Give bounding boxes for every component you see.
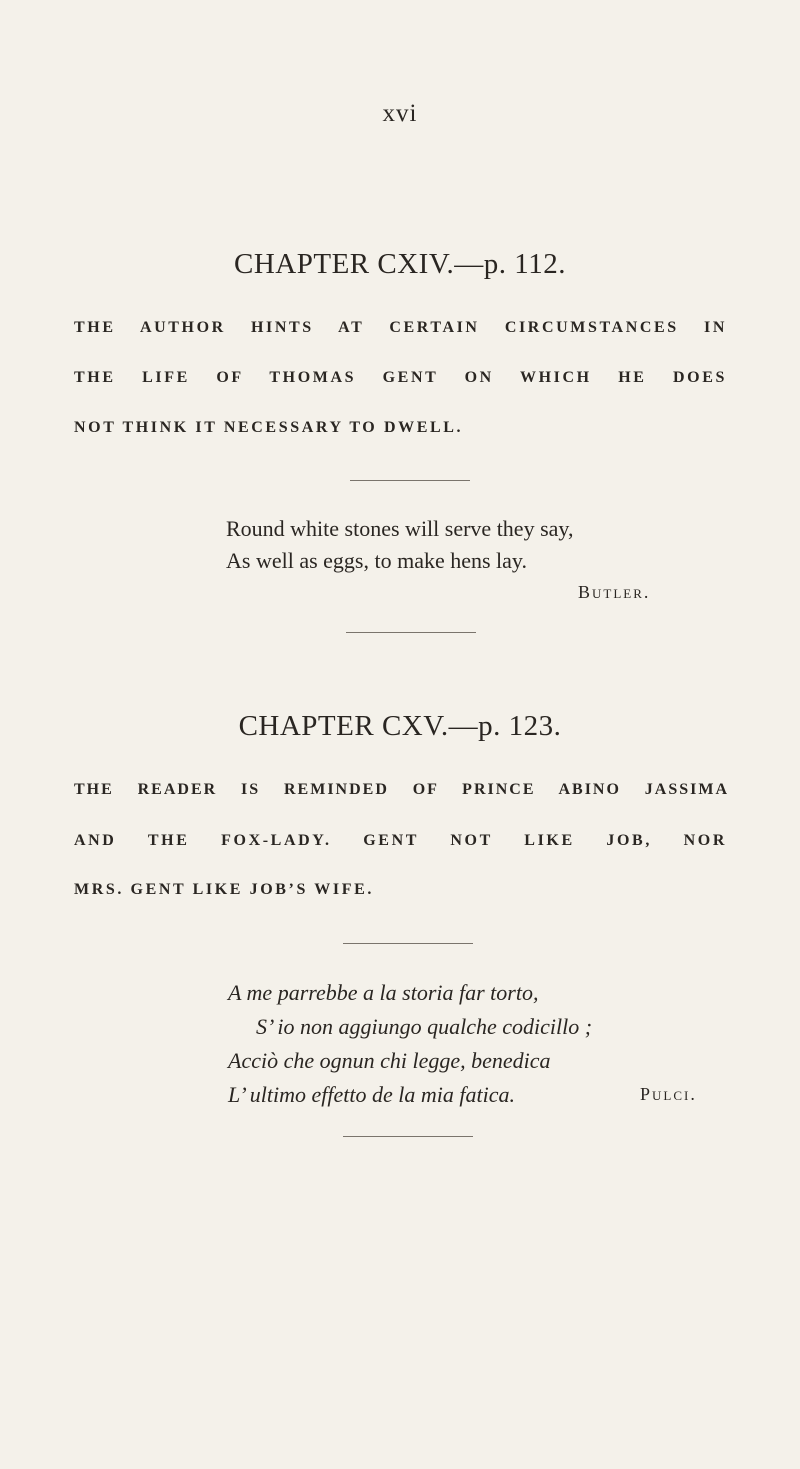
epigraph-line: L’ ultimo effetto de la mia fatica. bbox=[228, 1082, 515, 1107]
chapter-114-heading: CHAPTER CXIV.—p. 112. bbox=[234, 248, 566, 280]
chapter-115-summary-line-3: MRS. GENT LIKE JOB’S WIFE. bbox=[74, 881, 374, 898]
page-number: xvi bbox=[382, 100, 418, 127]
epigraph-line: As well as eggs, to make hens lay. bbox=[226, 548, 528, 573]
section-divider bbox=[346, 632, 476, 633]
epigraph-line: A me parrebbe a la storia far torto, bbox=[228, 980, 539, 1005]
chapter-115-heading: CHAPTER CXV.—p. 123. bbox=[238, 710, 562, 742]
epigraph-line: S’ io non aggiungo qualche codicillo ; bbox=[256, 1014, 593, 1039]
section-divider bbox=[343, 1136, 473, 1137]
chapter-115-summary-line-2: AND THE FOX-LADY. GENT NOT LIKE JOB, NOR bbox=[74, 832, 727, 849]
section-divider bbox=[343, 943, 473, 944]
epigraph-line: Round white stones will serve they say, bbox=[226, 516, 574, 541]
section-divider bbox=[350, 480, 470, 481]
epigraph-line: Acciò che ognun chi legge, benedica bbox=[228, 1048, 551, 1073]
epigraph-attribution: Pulci. bbox=[640, 1084, 697, 1104]
chapter-114-summary-line-1: THE AUTHOR HINTS AT CERTAIN CIRCUMSTANCES IN bbox=[74, 319, 727, 336]
chapter-114-summary-line-3: NOT THINK IT NECESSARY TO DWELL. bbox=[74, 419, 464, 436]
chapter-114-summary-line-2: THE LIFE OF THOMAS GENT ON WHICH HE DOES bbox=[74, 369, 727, 386]
chapter-115-summary-line-1: THE READER IS REMINDED OF PRINCE ABINO JASSIMA bbox=[74, 781, 729, 798]
epigraph-attribution: Butler. bbox=[578, 582, 651, 602]
